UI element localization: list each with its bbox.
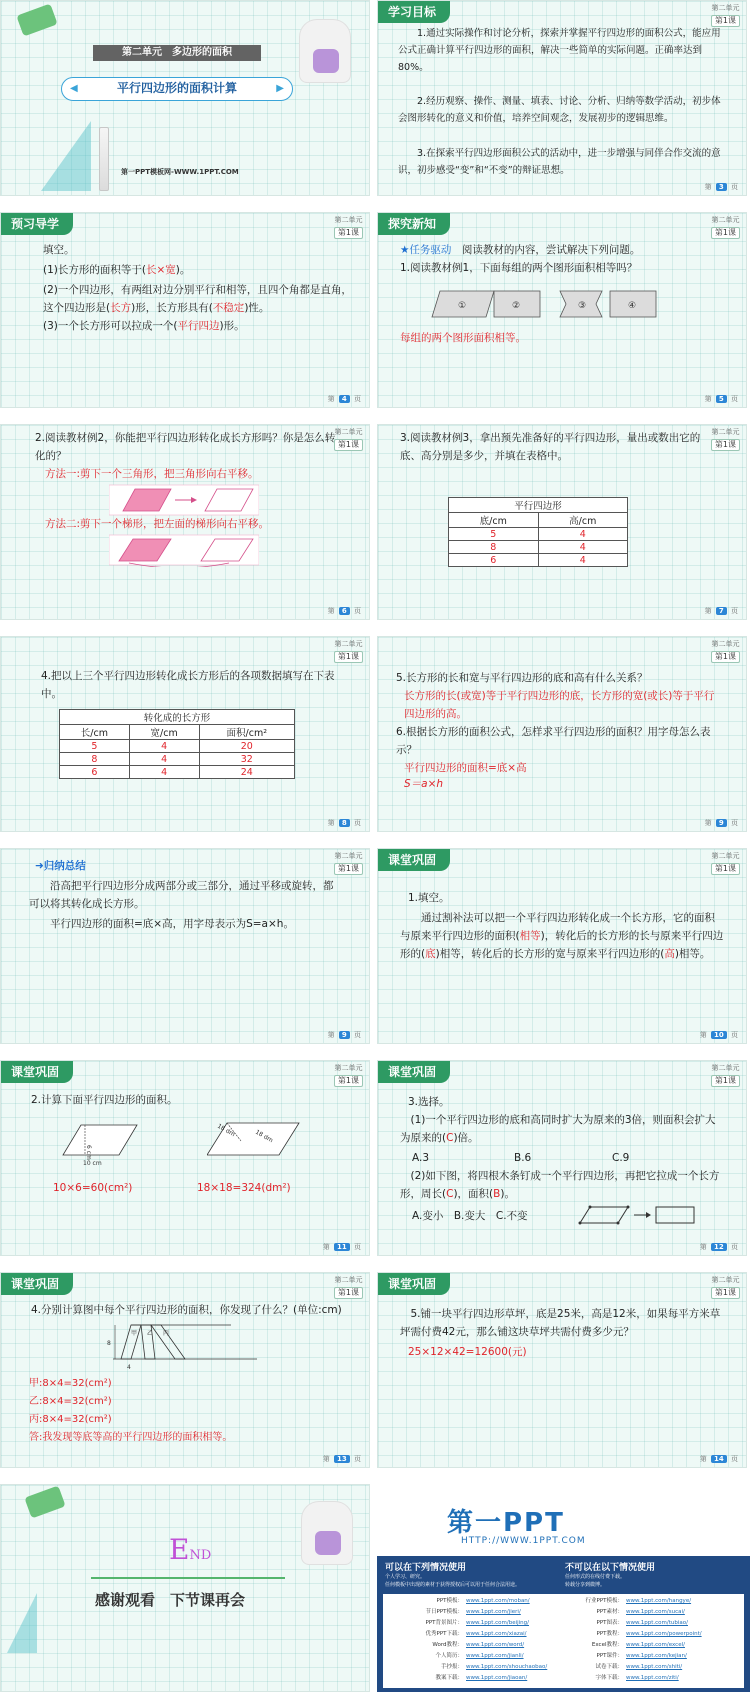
promo-link-label: PPT教程： [596, 1631, 623, 1637]
table-row: 6 4 24 [60, 766, 295, 779]
answer-fig-2: 18×18=324(dm²) [197, 1182, 291, 1194]
promo-link-row[interactable] [413, 1673, 547, 1684]
fill-q3: (3)一个长方形可以拉成一个(平行四边)形。 [43, 320, 245, 332]
unit-badge: 第二单元 第1课 [334, 428, 363, 449]
answer-1: 每组的两个图形面积相等。 [400, 332, 526, 344]
links-left [413, 1596, 547, 1684]
unit-badge: 第二单元 第1课 [711, 428, 740, 449]
fig-label-1: ① [458, 301, 467, 311]
promo-link-url[interactable]: www.1ppt.com/shouchaobao/ [466, 1664, 548, 1670]
page-number: 第 10 页 [699, 1031, 738, 1039]
frame-figure [578, 1201, 698, 1227]
fig-label-2: ② [512, 301, 521, 311]
promo-link-label: PPT课件： [596, 1653, 623, 1659]
promo-link-url[interactable]: www.1ppt.com/ziti/ [626, 1675, 679, 1681]
parallelogram-table: 平行四边形 底/cm 高/cm 5 4 8 4 6 4 [448, 497, 628, 567]
fig-height: 8 [107, 1340, 111, 1347]
fill-q1: (1)长方形的面积等于(长×宽)。 [43, 264, 191, 276]
slide-tag: 课堂巩固 [1, 1273, 73, 1295]
promo-link-row[interactable] [413, 1618, 547, 1629]
slide-transform[interactable] [0, 424, 370, 620]
page-number: 第 8 页 [327, 819, 361, 827]
page-number: 第 4 页 [327, 395, 361, 403]
can-title: 可以在下列情况使用 [385, 1563, 467, 1573]
answer-jia: 甲:8×4=32(cm²) [29, 1378, 112, 1389]
rectangle-table: 转化成的长方形 长/cm 宽/cm 面积/cm² 5 4 20 8 4 32 6 4 24 [59, 709, 295, 779]
example-figures [430, 287, 670, 321]
promo-link-label: PPT模板： [436, 1598, 463, 1604]
page-number: 第 12 页 [699, 1243, 738, 1251]
unit-badge: 第二单元 第1课 [711, 4, 740, 25]
choice-2-options: A.变小 B.变大 C.不变 [412, 1210, 528, 1222]
promo-link-row[interactable] [413, 1596, 547, 1607]
slide-tag: 探究新知 [378, 213, 450, 235]
unit-badge: 第二单元 第1课 [711, 216, 740, 237]
question-6: 6.根据长方形的面积公式，怎样求平行四边形的面积？用字母怎么表示？ [396, 726, 711, 756]
pencil-decoration [99, 127, 109, 191]
unit-badge: 第二单元 第1课 [334, 852, 363, 873]
lesson-title-text: 平行四边形的面积计算 [116, 81, 237, 95]
slide-title[interactable] [0, 0, 370, 196]
slide-practice-4[interactable] [0, 1272, 370, 1468]
page-number: 第 3 页 [704, 183, 738, 191]
cannot-item-2: 转载分享到微博。 [565, 1582, 606, 1588]
promo-link-row[interactable] [413, 1662, 547, 1673]
fig2-height: 18 dm [216, 1122, 237, 1139]
question-1: 1.阅读教材例1，下面每组的两个图形面积相等吗？ [400, 262, 638, 274]
promo-url[interactable]: HTTP://WWW.1PPT.COM [461, 1536, 586, 1546]
right-arrow-icon: ▶ [276, 83, 284, 94]
choice-1-opt-c: C.9 [612, 1152, 630, 1164]
promo-link-label: PPT素材： [596, 1609, 623, 1615]
question-3: 3.阅读教材例3，拿出预先准备好的平行四边形，量出或数出它的底、高分别是多少，并填在表格中。 [400, 432, 701, 462]
promo-link-row[interactable] [573, 1618, 702, 1629]
fig-label-jia: 甲 [131, 1330, 138, 1337]
slide-end[interactable] [0, 1484, 370, 1692]
promo-link-row[interactable] [573, 1640, 702, 1651]
can-item-1: 个人学习、研究。 [385, 1574, 426, 1580]
promo-link-row[interactable] [573, 1629, 702, 1640]
answer-fig-1: 10×6=60(cm²) [53, 1182, 133, 1194]
table-row: 5 4 [449, 528, 628, 541]
fig-label-3: ③ [578, 301, 587, 311]
table-row: 8 4 [449, 541, 628, 554]
practice-q5: 5.铺一块平行四边形草坪，底是25米，高是12米，如果每平方米草坪需付费42元，那么铺这块草坪共需付费多少元？ [400, 1308, 721, 1338]
summary-2: 平行四边形的面积=底×高，用字母表示为S=a×h。 [50, 918, 294, 930]
method-1: 方法一:剪下一个三角形，把三角形向右平移。 [45, 468, 259, 480]
promo-link-url[interactable]: www.1ppt.com/hangye/ [626, 1598, 692, 1604]
left-arrow-icon: ◀ [70, 83, 78, 94]
cannot-title: 不可以在以下情况使用 [565, 1563, 656, 1573]
choice-1: (1)一个平行四边形的底和高同时扩大为原来的3倍，则面积会扩大为原来的(C)倍。 [400, 1114, 716, 1144]
promo-link-label: Excel教程： [591, 1642, 623, 1648]
practice-q2: 2.计算下面平行四边形的面积。 [31, 1094, 178, 1106]
promo-link-label: 试卷下载： [595, 1664, 623, 1670]
eraser-decoration [16, 4, 57, 37]
page-number: 第 14 页 [699, 1455, 738, 1463]
ruler-decoration [41, 121, 91, 191]
promo-link-row[interactable] [413, 1629, 547, 1640]
question-5: 5.长方形的长和宽与平行四边形的底和高有什么关系？ [396, 672, 648, 684]
answer-bing: 丙:8×4=32(cm²) [29, 1414, 112, 1425]
figure-group-1 [432, 291, 540, 317]
promo-link-label: 个人简历： [435, 1653, 463, 1659]
summary-tag: ➜归纳总结 [35, 860, 86, 872]
answer-6a: 平行四边形的面积=底×高 [404, 762, 527, 774]
practice-q4: 4.分别计算图中每个平行四边形的面积，你发现了什么？(单位:cm) [31, 1304, 342, 1316]
choice-1-opt-b: B.6 [514, 1152, 532, 1164]
promo-link-row[interactable] [413, 1651, 547, 1662]
table-row: 8 4 32 [60, 753, 295, 766]
fig-label-yi: 乙 [147, 1330, 154, 1337]
parallelogram-fig-1 [61, 1119, 141, 1169]
slide-learning-goals[interactable] [377, 0, 747, 196]
slide-tag: 课堂巩固 [378, 1273, 450, 1295]
slide-practice-1[interactable] [377, 848, 747, 1044]
promo-link-url[interactable]: www.1ppt.com/moban/ [466, 1598, 530, 1604]
practice-q1: 1.填空。 [408, 892, 450, 904]
page-number: 第 7 页 [704, 607, 738, 615]
promo-link-url[interactable]: www.1ppt.com/shiti/ [626, 1664, 683, 1670]
promo-link-url[interactable]: www.1ppt.com/powerpoint/ [626, 1631, 702, 1637]
promo-link-url[interactable]: www.1ppt.com/kejian/ [626, 1653, 687, 1659]
slide-tag: 学习目标 [378, 1, 450, 23]
lesson-title [61, 77, 293, 101]
end-text: END [169, 1533, 212, 1566]
promo-link-url[interactable]: www.1ppt.com/xiazai/ [466, 1631, 527, 1637]
goal-1: 1.通过实际操作和讨论分析，探索并掌握平行四边形的面积公式，能应用公式正确计算平行四边形的面积，解决一些简单的实际问题。正确率达到80%。 [398, 28, 721, 73]
task-line: ★任务驱动 阅读教材的内容，尝试解决下列问题。 [400, 244, 641, 256]
fig2-base: 18 dm [254, 1128, 275, 1145]
table-title: 平行四边形 [449, 498, 628, 513]
promo-link-label: 手抄报： [440, 1664, 463, 1670]
slide-measure[interactable] [377, 424, 747, 620]
parallelogram-fig-2 [207, 1117, 303, 1169]
promo-logo: 第一PPT [447, 1508, 565, 1538]
divider-line [91, 1577, 285, 1579]
answer-yi: 乙:8×4=32(cm²) [29, 1396, 112, 1407]
three-parallelograms-figure [101, 1321, 261, 1371]
unit-badge: 第二单元 第1课 [711, 852, 740, 873]
slide-practice-5[interactable] [377, 1272, 747, 1468]
answer-6b: S＝a×h [404, 778, 444, 790]
promo-link-row[interactable] [573, 1596, 702, 1607]
unit-badge: 第二单元 第1课 [711, 640, 740, 661]
choice-2: (2)如下图，将四根木条钉成一个平行四边形，再把它拉成一个长方形，周长(C)，面积(B)。 [400, 1170, 720, 1200]
promo-link-row[interactable] [413, 1607, 547, 1618]
method-2-figure [109, 533, 259, 567]
slide-preview[interactable] [0, 212, 370, 408]
unit-badge: 第二单元 第1课 [334, 1064, 363, 1085]
unit-badge: 第二单元 第1课 [334, 216, 363, 237]
bag-pocket [313, 49, 339, 73]
promo-link-label: 字体下载： [595, 1675, 623, 1681]
page-number: 第 9 页 [704, 819, 738, 827]
can-item-2: 任何模板中出现的素材于获得授权后可以用于任何合法用途。 [385, 1582, 521, 1588]
question-4: 4.把以上三个平行四边形转化成长方形后的各项数据填写在下表中。 [41, 670, 335, 700]
page-number: 第 5 页 [704, 395, 738, 403]
fig-label-bing: 丙 [163, 1330, 170, 1337]
bag-pocket [315, 1531, 341, 1555]
site-text: 第一PPT模板网-WWW.1PPT.COM [121, 168, 239, 176]
method-2: 方法二:剪下一个梯形，把左面的梯形向右平移。 [45, 518, 270, 530]
figure-group-2 [560, 291, 656, 317]
promo-link-label: Word教程： [432, 1642, 463, 1648]
links-right [573, 1596, 702, 1684]
eraser-decoration [24, 1486, 65, 1519]
slide-rect-table[interactable] [0, 636, 370, 832]
promo-link-row[interactable] [573, 1607, 702, 1618]
unit-badge: 第二单元 第1课 [711, 1276, 740, 1297]
unit-badge: 第二单元 第1课 [711, 1064, 740, 1085]
goal-3: 3.在探索平行四边形面积公式的活动中，进一步增强与同伴合作交流的意识，初步感受“变”和“不变”的辩证思想。 [398, 148, 721, 176]
promo-panel [377, 1556, 750, 1692]
cannot-item-1: 任何形式的在线付费下载。 [565, 1574, 626, 1580]
slide-practice-3[interactable] [377, 1060, 747, 1256]
slide-explore[interactable] [377, 212, 747, 408]
fig1-base: 10 cm [83, 1160, 102, 1167]
choice-1-opt-a: A.3 [412, 1152, 430, 1164]
practice-fill: 通过割补法可以把一个平行四边形转化成一个长方形，它的面积与原来平行四边形的面积(相等)，转化后的长方形的长与原来平行四边形的(底)相等，转化后的长方形的宽与原来平行四边形的(高)相等。 [400, 912, 724, 960]
unit-badge: 第二单元 第1课 [334, 1276, 363, 1297]
fig-label-4: ④ [628, 301, 637, 311]
promo-link-row[interactable] [573, 1651, 702, 1662]
slide-tag: 课堂巩固 [1, 1061, 73, 1083]
question-2: 2.阅读教材例2，你能把平行四边形转化成长方形吗？你是怎么转化的？ [35, 432, 336, 462]
links-box [383, 1594, 744, 1688]
ruler-decoration [7, 1593, 37, 1653]
slide-promo[interactable] [377, 1484, 750, 1692]
fill-q2: (2)一个四边形，有两组对边分别平行和相等，且四个角都是直角，这个四边形是(长方)形，长方形具有(不稳定)性。 [43, 284, 352, 314]
promo-link-url[interactable]: www.1ppt.com/jianli/ [466, 1653, 524, 1659]
slide-summary[interactable] [0, 848, 370, 1044]
promo-link-url[interactable]: www.1ppt.com/beijing/ [466, 1620, 530, 1626]
page-number: 第 13 页 [322, 1455, 361, 1463]
page-number: 第 9 页 [327, 1031, 361, 1039]
promo-link-url[interactable]: www.1ppt.com/jieri/ [466, 1609, 521, 1615]
fig-base: 4 [127, 1364, 131, 1371]
promo-link-url[interactable]: www.1ppt.com/word/ [466, 1642, 525, 1648]
promo-link-label: 节日PPT模板： [425, 1609, 463, 1615]
promo-link-row[interactable] [573, 1673, 702, 1684]
table-row: 5 4 20 [60, 740, 295, 753]
fig1-height: 6 cm [85, 1145, 92, 1160]
promo-link-row[interactable] [573, 1662, 702, 1673]
answer-conclusion: 答:我发现等底等高的平行四边形的面积相等。 [29, 1432, 233, 1443]
slide-practice-2[interactable] [0, 1060, 370, 1256]
slide-relation[interactable] [377, 636, 747, 832]
slide-tag: 预习导学 [1, 213, 73, 235]
answer-5: 长方形的长(或宽)等于平行四边形的底，长方形的宽(或长)等于平行四边形的高。 [404, 690, 715, 720]
fill-intro: 填空。 [43, 244, 75, 256]
promo-link-label: 优秀PPT下载： [425, 1631, 463, 1637]
unit-title: 第二单元 多边形的面积 [93, 45, 261, 61]
table-row: 6 4 [449, 554, 628, 567]
unit-badge: 第二单元 第1课 [334, 640, 363, 661]
promo-link-url[interactable]: www.1ppt.com/tubiao/ [626, 1620, 688, 1626]
promo-link-label: 行业PPT模板： [585, 1598, 623, 1604]
promo-link-url[interactable]: www.1ppt.com/sucai/ [626, 1609, 685, 1615]
page-number: 第 6 页 [327, 607, 361, 615]
practice-q3: 3.选择。 [408, 1096, 450, 1108]
summary-1: 沿高把平行四边形分成两部分或三部分，通过平移或旋转，都可以将其转化成长方形。 [29, 880, 334, 910]
promo-link-label: 教案下载： [435, 1675, 463, 1681]
goal-2: 2.经历观察、操作、测量、填表、讨论、分析、归纳等数学活动，初步体会图形转化的意义和价值，培养空间观念，发展初步的逻辑思维。 [398, 96, 721, 124]
thanks-text: 感谢观看 下节课再会 [95, 1591, 246, 1609]
table-title: 转化成的长方形 [60, 710, 295, 725]
promo-link-label: PPT背景图片： [425, 1620, 463, 1626]
promo-link-label: PPT图表： [596, 1620, 623, 1626]
promo-link-row[interactable] [413, 1640, 547, 1651]
promo-link-url[interactable]: www.1ppt.com/jiaoan/ [466, 1675, 528, 1681]
answer-q5: 25×12×42=12600(元) [408, 1346, 527, 1358]
page-number: 第 11 页 [322, 1243, 361, 1251]
promo-link-url[interactable]: www.1ppt.com/excel/ [626, 1642, 685, 1648]
method-1-figure [109, 483, 259, 517]
slide-tag: 课堂巩固 [378, 849, 450, 871]
slide-tag: 课堂巩固 [378, 1061, 450, 1083]
